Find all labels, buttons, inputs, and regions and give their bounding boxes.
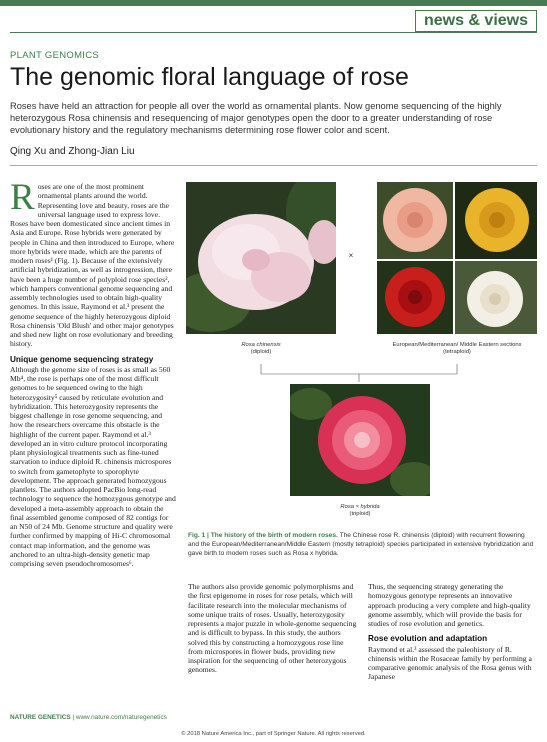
- heading-evolution: Rose evolution and adaptation: [368, 634, 488, 644]
- cross-symbol: ×: [348, 251, 354, 260]
- news-views-tag: news & views: [415, 10, 537, 32]
- drop-cap: R: [10, 177, 35, 218]
- journal-url[interactable]: | www.nature.com/naturegenetics: [72, 714, 167, 721]
- paragraph-4: Thus, the sequencing strategy generating the homozygous genotype represents an innovative approach producing a very complete and high-quality genome assembly, which will provide the basis for studies of rose evolution and genetics.: [368, 582, 531, 628]
- section-label: PLANT GENOMICS: [10, 50, 100, 61]
- divider: [10, 165, 537, 166]
- figure-label: Fig. 1 | The history of the birth of modern roses.: [188, 532, 338, 539]
- top-color-bar: [0, 0, 547, 6]
- figure-1: [186, 182, 537, 522]
- paragraph-5: Raymond et al.³ assessed the paleohistory of R. chinensis within the Rosaceae family by performing a comparative genomic analysis of the Rosa genus with Japanese: [368, 644, 532, 682]
- caption-european: European/Mediterranean/ Middle Eastern sections (tetraploid): [392, 342, 522, 355]
- photo-rosa-hybrida: [290, 384, 430, 496]
- column-2: [188, 582, 357, 675]
- paragraph-3: The authors also provide genomic polymorphisms and the first epigenome in roses for rose petals, which will facilitate research into the molecular mechanisms of some unique traits of roses. Usually, heterozygosity represents a major puzzle in whole-genome sequencing and is difficult to bypass. In this study, the authors solved this by constructing a homozygous rose line from microspores in flower buds, providing new inspiration for the sequencing of other heterozygous genomes.: [188, 582, 357, 675]
- paragraph-2: Although the genome size of roses is as small as 560 Mb⁴, the rose is perhaps one of the most difficult genomes to be sequenced owing to the high heterozygosity⁵ caused by reticulate evolution and hybridization. This heterozygosity represents the biggest challenge in rose genome sequencing, and how the researchers overcame this obstacle is the highlight of the current paper. Raymond et al.³ developed an in vitro culture protocol incorporating plant physiological treatments such as fine-tuned starvation to induce diploid R. chinensis microspores to switch from gametophyte to sporophyte development. The approach generated homozygous plantlets. The authors adopted PacBio long-read technology to sequence the homozygous genotype and developed a meta-assembly approach to obtain the final assembled genome composed of 82 contigs for an N50 of 24 Mb. Genome structure and quality were further confirmed by mapping of Hi-C chromosomal contact map information, and the genome was anchored to an ultra-high-density genetic map comprising seven pseudochromosomes⁶.: [10, 364, 176, 568]
- column-3: [368, 582, 537, 682]
- journal-name: NATURE GENETICS: [10, 714, 71, 721]
- footer-journal: [10, 714, 167, 721]
- heading-sequencing: Unique genome sequencing strategy: [10, 354, 154, 364]
- authors: Qing Xu and Zhong-Jian Liu: [10, 146, 135, 157]
- article-title: The genomic floral language of rose: [10, 63, 409, 91]
- paragraph-1: oses are one of the most prominent ornamental plants around the world. Representing love and beauty, roses are the universal language used to express love. Roses have been domesticated since ancient times in Asia and Europe. Rose hybrids were generated by people in China and then introduced to Europe, where more hybrids were made, which are the parents of modern roses¹ (Fig. 1). Because of the extensively artificial hybridization, as well as introgression, there have been a huge number of polyploid rose species², which hampers conventional genome sequencing and assembly technologies used to obtain high-quality genomes. In this issue, Raymond et al.³ present the genome sequence of the highly heterozygous diploid Rosa chinensis 'Old Blush' and other major genotypes and shed new light on rose evolutionary and breeding history.: [10, 182, 175, 349]
- column-1: [10, 177, 176, 568]
- caption-rosa-chinensis: Rosa chinensis (diploid): [241, 342, 281, 355]
- figure-caption-text: The Chinese rose R. chinensis (diploid) with recurrent flowering and the European/Mediterranean/Middle Eastern (mostly tetraploid) species participated in extensive hybridization and gave birth to modern roses such as Rosa x hybrida.: [188, 532, 534, 557]
- standfirst: Roses have held an attraction for people all over the world as ornamental plants. Now genome sequencing of the highly heterozygous Rosa chinensis and resequencing of major genotypes open the door to a greater understanding of rose evolutionary history and the regulatory mechanisms determining rose flower color and scent.: [10, 101, 502, 135]
- copyright: © 2018 Nature America Inc., part of Springer Nature. All rights reserved.: [181, 731, 366, 737]
- caption-rosa-hybrida: Rosa × hybrida (triploid): [340, 504, 380, 517]
- figure-caption: [188, 531, 537, 558]
- header-rule: [10, 32, 537, 33]
